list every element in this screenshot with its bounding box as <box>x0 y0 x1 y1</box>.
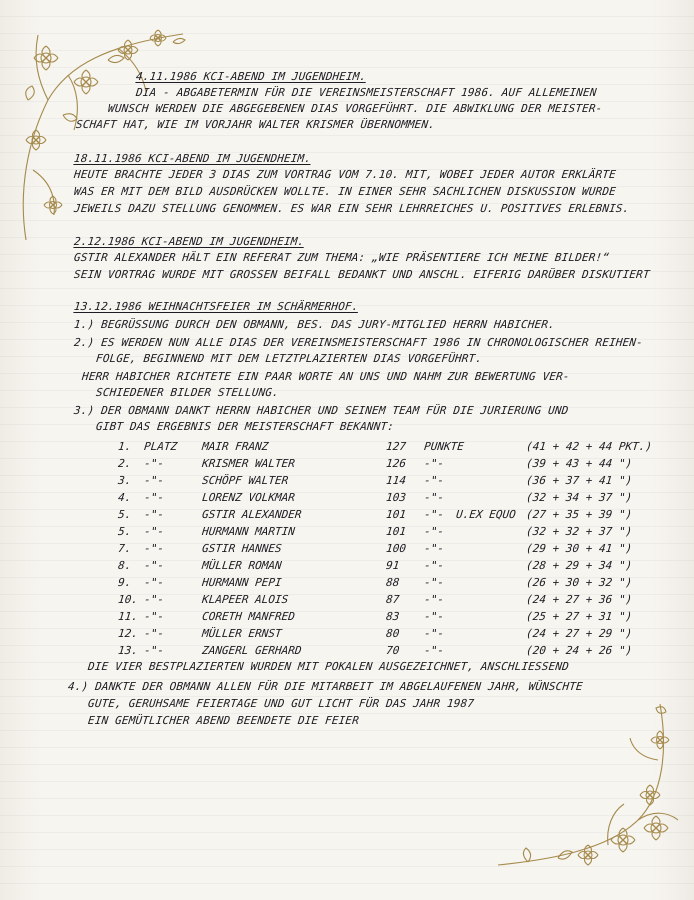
result-name: CORETH MANFRED <box>201 610 296 623</box>
floral-ornament-bottom-right-icon <box>488 700 688 880</box>
result-name: ZANGERL GERHARD <box>201 644 303 657</box>
result-ditto: -"- <box>143 644 165 657</box>
result-detail: (27 + 35 + 39 ") <box>525 508 633 521</box>
result-detail: (29 + 30 + 41 ") <box>525 542 633 555</box>
result-points: 80 <box>385 627 401 640</box>
result-unit: -"- <box>423 474 445 487</box>
result-detail: (39 + 43 + 44 ") <box>525 457 633 470</box>
entry-2-line-2: WAS ER MIT DEM BILD AUSDRÜCKEN WOLLTE. IN EINER SEHR SACHLICHEN DISKUSSION WURDE <box>73 185 617 198</box>
result-unit: -"- <box>423 610 445 623</box>
result-name: MAIR FRANZ <box>201 440 270 453</box>
result-name: KLAPEER ALOIS <box>201 593 289 606</box>
result-row <box>117 559 659 575</box>
result-unit: -"- <box>423 525 445 538</box>
result-row <box>117 593 659 609</box>
closing-line-1: DIE VIER BESTPLAZIERTEN WURDEN MIT POKALEN AUSGEZEICHNET, ANSCHLIESSEND <box>87 660 570 673</box>
result-points: 126 <box>385 457 407 470</box>
result-unit: -"- <box>423 542 445 555</box>
result-name: GSTIR HANNES <box>201 542 283 555</box>
closing-line-3: GUTE, GERUHSAME FEIERTAGE UND GUT LICHT FÜR DAS JAHR 1987 <box>87 697 475 710</box>
result-detail: (41 + 42 + 44 PKT.) <box>525 440 653 453</box>
result-points: 91 <box>385 559 401 572</box>
result-unit: -"- <box>423 576 445 589</box>
result-rank: 3. <box>117 474 133 487</box>
result-detail: (28 + 29 + 34 ") <box>525 559 633 572</box>
result-ditto: -"- <box>143 457 165 470</box>
result-rank: 11. <box>117 610 139 623</box>
result-rank: 7. <box>117 542 133 555</box>
result-rank: 8. <box>117 559 133 572</box>
entry-heading-4: 13.12.1986 WEIHNACHTSFEIER IM SCHÄRMERHOF. <box>73 300 360 313</box>
result-name: GSTIR ALEXANDER <box>201 508 303 521</box>
entry-2-line-1: HEUTE BRACHTE JEDER 3 DIAS ZUM VORTRAG VOM 7.10. MIT, WOBEI JEDER AUTOR ERKLÄRTE <box>73 168 617 181</box>
result-ditto: -"- <box>143 508 165 521</box>
result-ditto: -"- <box>143 474 165 487</box>
result-ditto: -"- <box>143 491 165 504</box>
result-row <box>117 576 659 592</box>
entry-4-line-2: 2.) ES WERDEN NUN ALLE DIAS DER VEREINSMEISTERSCHAFT 1986 IN CHRONOLOGISCHER REIHEN- <box>73 336 644 349</box>
result-name: SCHÖPF WALTER <box>201 474 289 487</box>
result-points: 103 <box>385 491 407 504</box>
result-row <box>117 440 659 456</box>
result-rank: 10. <box>117 593 139 606</box>
result-points: 100 <box>385 542 407 555</box>
result-row <box>117 457 659 473</box>
entry-4-line-4: HERR HABICHER RICHTETE EIN PAAR WORTE AN UNS UND NAHM ZUR BEWERTUNG VER- <box>81 370 571 383</box>
result-ditto: -"- <box>143 627 165 640</box>
result-points: 127 <box>385 440 407 453</box>
result-row <box>117 627 659 643</box>
result-detail: (32 + 32 + 37 ") <box>525 525 633 538</box>
result-row <box>117 542 659 558</box>
result-ditto: PLATZ <box>143 440 178 453</box>
result-unit: -"- <box>423 508 445 521</box>
result-unit: PUNKTE <box>423 440 465 453</box>
entry-heading-1: 4.11.1986 KCI-ABEND IM JUGENDHEIM. <box>135 70 368 83</box>
result-row <box>117 610 659 626</box>
result-detail: (24 + 27 + 36 ") <box>525 593 633 606</box>
closing-line-2: 4.) DANKTE DER OBMANN ALLEN FÜR DIE MITARBEIT IM ABGELAUFENEN JAHR, WÜNSCHTE <box>67 680 584 693</box>
result-ditto: -"- <box>143 593 165 606</box>
result-unit: -"- <box>423 559 445 572</box>
result-unit: -"- <box>423 644 445 657</box>
result-points: 70 <box>385 644 401 657</box>
entry-1-line-3: SCHAFT HAT, WIE IM VORJAHR WALTER KRISMER ÜBERNOMMEN. <box>75 118 436 131</box>
result-row <box>117 474 659 490</box>
result-name: MÜLLER ROMAN <box>201 559 283 572</box>
result-row <box>117 508 659 524</box>
result-detail: (25 + 27 + 31 ") <box>525 610 633 623</box>
result-name: MÜLLER ERNST <box>201 627 283 640</box>
entry-1-line-2: WUNSCH WERDEN DIE ABGEGEBENEN DIAS VORGEFÜHRT. DIE ABWIKLUNG DER MEISTER- <box>107 102 604 115</box>
result-detail: (26 + 30 + 32 ") <box>525 576 633 589</box>
result-ditto: -"- <box>143 525 165 538</box>
result-rank: 12. <box>117 627 139 640</box>
result-unit: -"- <box>423 491 445 504</box>
result-detail: (36 + 37 + 41 ") <box>525 474 633 487</box>
entry-4-line-7: GIBT DAS ERGEBNIS DER MEISTERSCHAFT BEKANNT: <box>95 420 395 433</box>
entry-4-line-3: FOLGE, BEGINNEND MIT DEM LETZTPLAZIERTEN DIAS VORGEFÜHRT. <box>95 352 483 365</box>
entry-3-line-1: GSTIR ALEXANDER HÄLT EIN REFERAT ZUM THEMA: „WIE PRÄSENTIERE ICH MEINE BILDER!“ <box>73 251 610 264</box>
result-name: HURMANN MARTIN <box>201 525 296 538</box>
result-unit: -"- <box>423 593 445 606</box>
result-rank: 5. <box>117 525 133 538</box>
result-ditto: -"- <box>143 576 165 589</box>
result-name: LORENZ VOLKMAR <box>201 491 296 504</box>
result-unit: -"- <box>423 457 445 470</box>
result-row <box>117 491 659 507</box>
entry-1-line-1: DIA - ABGABETERMIN FÜR DIE VEREINSMEISTERSCHAFT 1986. AUF ALLEMEINEN <box>135 86 598 99</box>
result-rank: 9. <box>117 576 133 589</box>
result-points: 114 <box>385 474 407 487</box>
result-unit: -"- <box>423 627 445 640</box>
result-rank: 4. <box>117 491 133 504</box>
result-name: KRISMER WALTER <box>201 457 296 470</box>
result-note: U.EX EQUO <box>455 508 517 521</box>
result-points: 87 <box>385 593 401 606</box>
result-points: 83 <box>385 610 401 623</box>
result-ditto: -"- <box>143 610 165 623</box>
entry-2-line-3: JEWEILS DAZU STELLUNG GENOMMEN. ES WAR EIN SEHR LEHRREICHES U. POSITIVES ERLEBNIS. <box>73 202 631 215</box>
result-detail: (32 + 34 + 37 ") <box>525 491 633 504</box>
result-rank: 13. <box>117 644 139 657</box>
result-rank: 2. <box>117 457 133 470</box>
result-detail: (24 + 27 + 29 ") <box>525 627 633 640</box>
entry-4-line-1: 1.) BEGRÜSSUNG DURCH DEN OBMANN, BES. DAS JURY-MITGLIED HERRN HABICHER. <box>73 318 556 331</box>
result-rank: 1. <box>117 440 133 453</box>
entry-heading-3: 2.12.1986 KCI-ABEND IM JUGENDHEIM. <box>73 235 306 248</box>
entry-heading-2: 18.11.1986 KCI-ABEND IM JUGENDHEIM. <box>73 152 312 165</box>
result-ditto: -"- <box>143 542 165 555</box>
entry-4-line-6: 3.) DER OBMANN DANKT HERRN HABICHER UND SEINEM TEAM FÜR DIE JURIERUNG UND <box>73 404 570 417</box>
entry-4-line-5: SCHIEDENER BILDER STELLUNG. <box>95 386 280 399</box>
result-points: 101 <box>385 525 407 538</box>
result-row <box>117 644 659 660</box>
result-rank: 5. <box>117 508 133 521</box>
closing-line-4: EIN GEMÜTLICHER ABEND BEENDETE DIE FEIER <box>87 714 360 727</box>
result-points: 101 <box>385 508 407 521</box>
entry-3-line-2: SEIN VORTRAG WURDE MIT GROSSEN BEIFALL BEDANKT UND ANSCHL. EIFERIG DARÜBER DISKUTIERT <box>73 268 651 281</box>
result-row <box>117 525 659 541</box>
result-points: 88 <box>385 576 401 589</box>
result-ditto: -"- <box>143 559 165 572</box>
result-name: HURMANN PEPI <box>201 576 283 589</box>
result-detail: (20 + 24 + 26 ") <box>525 644 633 657</box>
